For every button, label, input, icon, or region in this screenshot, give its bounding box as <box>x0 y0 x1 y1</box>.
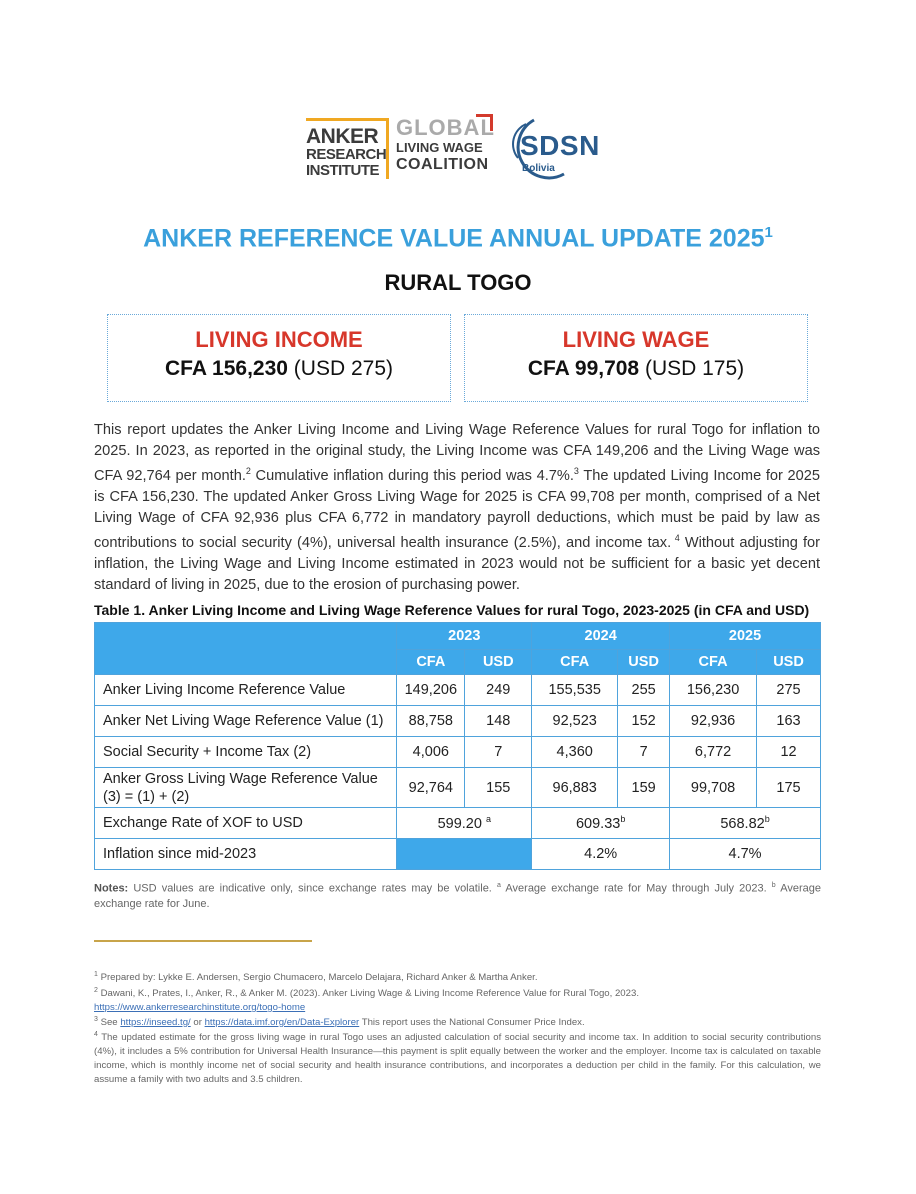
row-label-line1: Anker Gross Living Wage Reference Value <box>103 770 378 787</box>
footnote-number: 2 <box>94 987 98 994</box>
exchange-2024: 609.33 <box>575 815 621 832</box>
table-row <box>95 675 821 706</box>
header-currency: CFA <box>532 650 618 675</box>
inseed-link[interactable]: https://inseed.tg/ <box>120 1017 191 1029</box>
anker-logo-line3: INSTITUTE <box>306 162 379 179</box>
imf-data-link[interactable]: https://data.imf.org/en/Data-Explorer <box>204 1017 360 1029</box>
table-cell: 175 <box>757 768 821 808</box>
para-part3: The updated Living Income for 2025 is CFA 156,230. The updated Anker Gross Living Wage for 2025 is CFA 99,708 per month, comprised of a Net Living Wage of CFA 92,936 plus CFA 6,772 in mandatory payroll deductions, which must be paid by law as contributions to social security (4%), universal health insurance (2.5%), and income tax. <box>94 468 820 552</box>
table-cell: 92,523 <box>532 706 618 737</box>
footnote-text: Dawani, K., Prates, I., Anker, R., & Anker M. (2023). Anker Living Wage & Living Income Reference Value for Rural Togo, 2023. <box>97 988 639 1000</box>
footnote-number: 1 <box>94 971 98 978</box>
logo-banner <box>300 112 620 182</box>
table-cell-empty <box>397 839 532 870</box>
footnote-number: 4 <box>94 1031 98 1038</box>
glwc-logo-line2: LIVING WAGE <box>396 140 483 155</box>
footnote-text: The updated estimate for the gross living wage in rural Togo uses an adjusted calculation of social security and income tax. In addition to social security contributions (4%), it includes a 5% contribution for Universal Health Insurance—this payment is split equally between the worker and the employer. Income tax is calculated on taxable income, which is monthly income net of social security and health insurance contributions, and incorporates a deduction per child in the family. For this calculation, we assume a family with two adults and 3.5 children. <box>94 1032 821 1085</box>
table-row <box>95 706 821 737</box>
row-label <box>95 768 397 808</box>
living-wage-box <box>464 314 808 402</box>
table-cell: 7 <box>465 737 532 768</box>
table-cell: 249 <box>465 675 532 706</box>
living-income-usd: (USD 275) <box>287 357 393 380</box>
table-cell: 156,230 <box>670 675 757 706</box>
table-header-corner <box>95 623 397 675</box>
row-label: Inflation since mid-2023 <box>95 839 397 870</box>
living-wage-cfa: CFA 99,708 <box>527 357 640 380</box>
table-cell: 92,764 <box>397 768 465 808</box>
footnote-text: or <box>190 1017 205 1029</box>
sdsn-logo <box>504 114 614 180</box>
reference-values-table <box>94 622 821 870</box>
footnote-ref-3: 3 <box>573 466 579 477</box>
glwc-corner-mark-icon <box>476 114 493 131</box>
row-label: Social Security + Income Tax (2) <box>95 737 397 768</box>
title-footnote-ref: 1 <box>764 224 773 241</box>
anker-logo-line1: ANKER <box>306 125 379 148</box>
sdsn-logo-name: SDSN <box>520 130 600 161</box>
sdsn-logo-sub: Bolivia <box>522 163 555 174</box>
footnote-1 <box>94 968 821 985</box>
header-currency: CFA <box>397 650 465 675</box>
exchange-2025: 568.82 <box>720 815 765 832</box>
table-cell: 99,708 <box>670 768 757 808</box>
table-cell: 88,758 <box>397 706 465 737</box>
row-label: Anker Living Income Reference Value <box>95 675 397 706</box>
notes-label: Notes: <box>94 882 129 895</box>
table-cell: 4,006 <box>397 737 465 768</box>
para-part4: Without adjusting for inflation, the Living Wage and Living Income estimated in 2023 would not be sufficient for a basic yet decent standard of living in 2025, due to the erosion of purchasing power. <box>94 535 820 593</box>
table-cell: 7 <box>618 737 670 768</box>
table-caption-text: Anker Living Income and Living Wage Reference Values for rural Togo, 2023-2025 (in CFA and USD) <box>145 602 810 618</box>
table-row-inflation <box>95 839 821 870</box>
table-row <box>95 737 821 768</box>
table-cell: 155 <box>465 768 532 808</box>
glwc-logo-line3: COALITION <box>396 156 489 173</box>
table-caption <box>94 602 809 618</box>
header-currency: USD <box>465 650 532 675</box>
anker-logo <box>306 118 389 179</box>
table-cell: 149,206 <box>397 675 465 706</box>
para-part1: This report updates the Anker Living Income and Living Wage Reference Values for rural Togo for inflation to 2025. In 2023, as reported in the original study, the Living Income was CFA 149,206 and the Living Wage was CFA 92,764 per month. <box>94 422 820 485</box>
row-label-line2: (3) = (1) + (2) <box>103 788 190 805</box>
table-header-years <box>95 623 821 650</box>
living-wage-value-line <box>465 357 807 381</box>
footnote-text: This report uses the National Consumer Price Index. <box>359 1017 585 1029</box>
notes-text1: USD values are indicative only, since exchange rates may be volatile. <box>128 882 497 895</box>
table-cell <box>397 808 532 839</box>
footnote-text: Prepared by: Lykke E. Andersen, Sergio Chumacero, Marcelo Delajara, Richard Anker & Martha Anker. <box>97 972 538 984</box>
notes-text2: Average exchange rate for May through July 2023. <box>500 882 772 895</box>
footnote-text: See <box>97 1017 121 1029</box>
notes-text3: Average exchange rate for June. <box>94 882 821 910</box>
row-label: Anker Net Living Wage Reference Value (1) <box>95 706 397 737</box>
table-cell: 148 <box>465 706 532 737</box>
table-cell: 12 <box>757 737 821 768</box>
anker-togo-link[interactable]: https://www.ankerresearchinstitute.org/togo-home <box>94 1001 306 1013</box>
notes-ref-a: a <box>496 882 501 889</box>
table-cell: 155,535 <box>532 675 618 706</box>
table-cell <box>670 808 821 839</box>
table-row <box>95 768 821 808</box>
page-title-text: ANKER REFERENCE VALUE ANNUAL UPDATE 2025 <box>143 224 765 253</box>
table-cell: 96,883 <box>532 768 618 808</box>
living-income-label: LIVING INCOME <box>195 327 363 352</box>
intro-paragraph <box>94 420 820 595</box>
living-income-cfa: CFA 156,230 <box>165 357 288 380</box>
table-cell: 163 <box>757 706 821 737</box>
footnote-2 <box>94 984 821 1015</box>
table-cell: 4.2% <box>532 839 670 870</box>
footnote-number: 3 <box>94 1016 98 1023</box>
living-income-value-line <box>108 357 450 381</box>
table-row-exchange <box>95 808 821 839</box>
header-year-2025: 2025 <box>670 623 821 650</box>
living-income-box <box>107 314 451 402</box>
note-ref-b: b <box>620 814 626 825</box>
table-cell: 4,360 <box>532 737 618 768</box>
glwc-logo-line1: GLOBAL <box>396 115 495 140</box>
footnote-ref-4: 4 <box>671 533 680 544</box>
footnote-divider <box>94 940 312 942</box>
header-currency: USD <box>757 650 821 675</box>
header-currency: CFA <box>670 650 757 675</box>
table-cell: 159 <box>618 768 670 808</box>
page-title <box>0 224 916 253</box>
table-notes <box>94 878 821 912</box>
table-caption-number: Table 1. <box>94 602 146 618</box>
note-ref-a: a <box>485 814 491 825</box>
footnote-ref-2: 2 <box>245 466 251 477</box>
table-cell <box>532 808 670 839</box>
footnote-4 <box>94 1028 821 1086</box>
living-wage-label: LIVING WAGE <box>562 327 710 352</box>
page-subtitle: RURAL TOGO <box>384 270 532 295</box>
table-cell: 152 <box>618 706 670 737</box>
anker-logo-line2: RESEARCH <box>306 146 387 163</box>
notes-ref-b: b <box>771 882 776 889</box>
para-part2: Cumulative inflation during this period was 4.7%. <box>250 468 574 485</box>
exchange-2023: 599.20 <box>437 815 482 832</box>
note-ref-b: b <box>764 814 770 825</box>
living-wage-usd: (USD 175) <box>639 357 745 380</box>
table-cell: 255 <box>618 675 670 706</box>
header-currency: USD <box>618 650 670 675</box>
table-cell: 275 <box>757 675 821 706</box>
table-cell: 4.7% <box>670 839 821 870</box>
table-cell: 6,772 <box>670 737 757 768</box>
row-label: Exchange Rate of XOF to USD <box>95 808 397 839</box>
header-year-2024: 2024 <box>532 623 670 650</box>
header-year-2023: 2023 <box>397 623 532 650</box>
table-cell: 92,936 <box>670 706 757 737</box>
